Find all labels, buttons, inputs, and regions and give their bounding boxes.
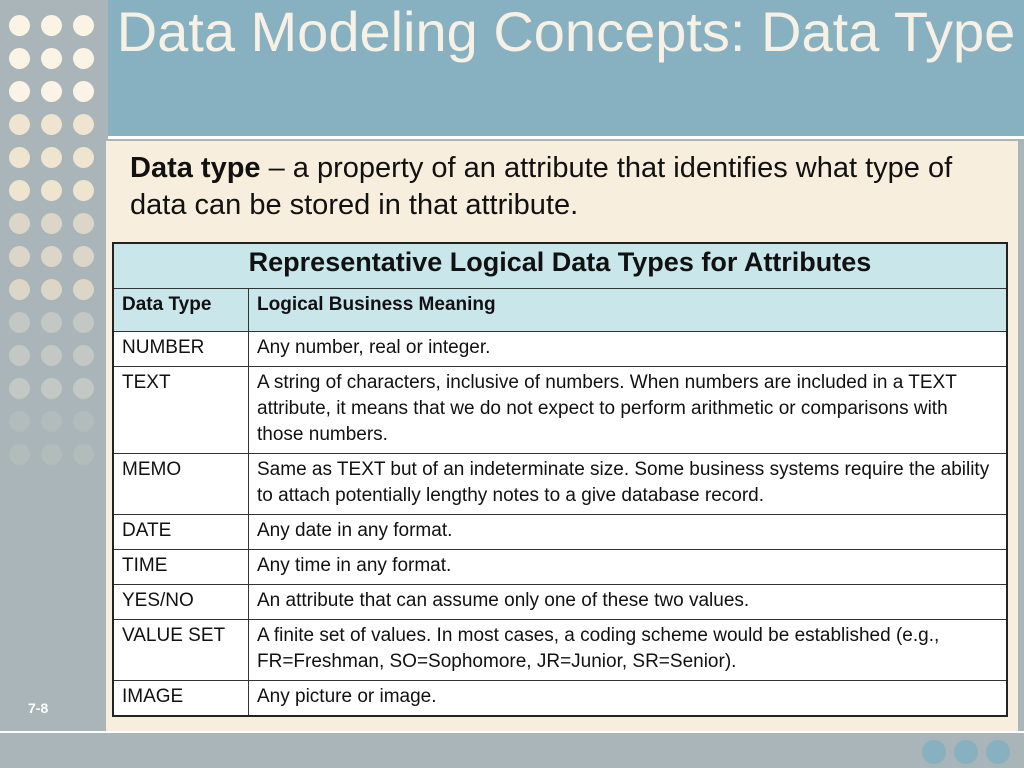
decorative-dot [73, 246, 94, 267]
decorative-dot-sidebar [0, 0, 103, 730]
decorative-dot [41, 279, 62, 300]
decorative-dot [73, 213, 94, 234]
decorative-dot [41, 15, 62, 36]
decorative-dot [41, 345, 62, 366]
slide-title: Data Modeling Concepts: Data Type [116, 0, 1016, 63]
decorative-dot [9, 48, 30, 69]
decorative-dot [73, 81, 94, 102]
decorative-dot [73, 411, 94, 432]
cell-business-meaning: Any date in any format. [249, 515, 1008, 550]
table-row [113, 367, 1007, 454]
column-header-meaning: Logical Business Meaning [249, 289, 1008, 332]
cell-data-type: IMAGE [113, 681, 249, 717]
decorative-dot [9, 147, 30, 168]
title-divider [108, 136, 1024, 139]
cell-data-type: YES/NO [113, 585, 249, 620]
cell-business-meaning: A finite set of values. In most cases, a coding scheme would be established (e.g., FR=Freshman, SO=Sophomore, JR=Junior, SR=Senior). [249, 620, 1008, 681]
decorative-dot [41, 246, 62, 267]
decorative-dot [41, 114, 62, 135]
definition-term: Data type [130, 152, 261, 184]
decorative-dot [41, 48, 62, 69]
table-row [113, 620, 1007, 681]
decorative-dot [73, 180, 94, 201]
cell-data-type: MEMO [113, 454, 249, 515]
decorative-dot [73, 312, 94, 333]
table-row [113, 332, 1007, 367]
decorative-dot [9, 180, 30, 201]
decorative-dot [73, 48, 94, 69]
cell-data-type: VALUE SET [113, 620, 249, 681]
table-body [113, 332, 1007, 717]
slide-number: 7-8 [28, 700, 49, 716]
cell-data-type: TEXT [113, 367, 249, 454]
decorative-dot [922, 740, 946, 764]
decorative-dot [73, 444, 94, 465]
decorative-dot [9, 213, 30, 234]
cell-business-meaning: A string of characters, inclusive of numbers. When numbers are included in a TEXT attribute, it means that we do not expect to perform arithmetic or comparisons with those numbers. [249, 367, 1008, 454]
decorative-dot [954, 740, 978, 764]
definition-paragraph [130, 150, 1010, 224]
cell-data-type: TIME [113, 550, 249, 585]
table-row [113, 550, 1007, 585]
decorative-dot [73, 147, 94, 168]
decorative-dot [73, 378, 94, 399]
decorative-dot [73, 279, 94, 300]
decorative-dot [73, 345, 94, 366]
table-caption-row [113, 243, 1007, 289]
cell-business-meaning: Any picture or image. [249, 681, 1008, 717]
table-row [113, 454, 1007, 515]
decorative-dot [9, 246, 30, 267]
decorative-dot [9, 345, 30, 366]
table-header-row [113, 289, 1007, 332]
decorative-dot [9, 444, 30, 465]
decorative-dot [41, 312, 62, 333]
definition-text: – a property of an attribute that identifies what type of data can be stored in that attribute. [130, 152, 953, 221]
cell-business-meaning: An attribute that can assume only one of these two values. [249, 585, 1008, 620]
decorative-dot [9, 378, 30, 399]
decorative-dot [986, 740, 1010, 764]
decorative-dot [9, 81, 30, 102]
data-types-table [112, 242, 1008, 717]
decorative-dot [9, 312, 30, 333]
decorative-dot [9, 411, 30, 432]
decorative-dot [41, 180, 62, 201]
decorative-dot [41, 444, 62, 465]
cell-data-type: NUMBER [113, 332, 249, 367]
column-header-data-type: Data Type [113, 289, 249, 332]
table-row [113, 585, 1007, 620]
decorative-dot [41, 378, 62, 399]
table-row [113, 515, 1007, 550]
cell-business-meaning: Any number, real or integer. [249, 332, 1008, 367]
decorative-dot [41, 411, 62, 432]
decorative-dot [9, 279, 30, 300]
footer-band [0, 733, 1024, 768]
decorative-dot [41, 81, 62, 102]
decorative-dot [41, 147, 62, 168]
table-caption: Representative Logical Data Types for Attributes [113, 243, 1007, 289]
decorative-dot [73, 114, 94, 135]
cell-business-meaning: Same as TEXT but of an indeterminate size. Some business systems require the ability to attach potentially lengthy notes to a give database record. [249, 454, 1008, 515]
decorative-dot [9, 15, 30, 36]
decorative-dot [73, 15, 94, 36]
decorative-dot [9, 114, 30, 135]
table-row [113, 681, 1007, 717]
cell-data-type: DATE [113, 515, 249, 550]
decorative-dot [41, 213, 62, 234]
cell-business-meaning: Any time in any format. [249, 550, 1008, 585]
